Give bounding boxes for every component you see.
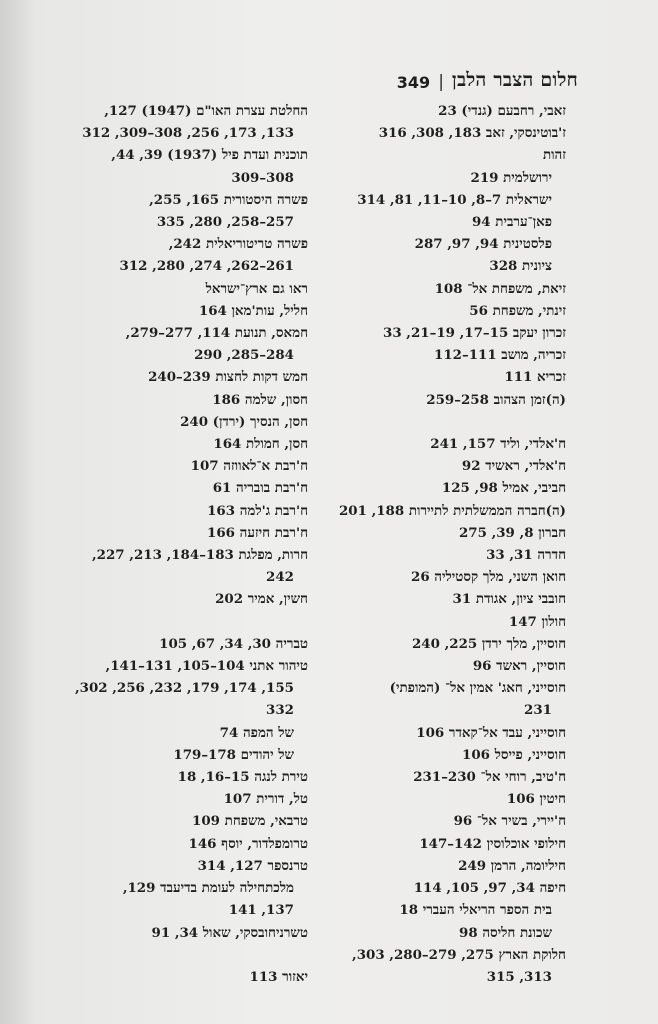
- index-entry: ירושלמית 219: [470, 169, 552, 186]
- index-columns: [74, 100, 566, 988]
- index-entry: 133, 173, 256, 308–309, 312: [82, 125, 294, 142]
- page-header: [95, 66, 578, 92]
- index-entry: חיטין 106: [506, 791, 566, 808]
- index-entry: מלכתחילה לעומת בדיעבד 129,: [122, 880, 294, 897]
- index-entry: ח'אלדי, וליד 157, 241: [430, 436, 566, 453]
- index-entry: פשרה היסטורית 165, 255,: [149, 191, 308, 208]
- index-entry: 261–262, 274, 280, 312: [119, 258, 294, 275]
- index-entry: חדרה 31, 33: [486, 547, 566, 564]
- index-entry: 155, 174, 179, 232, 256, 302,: [74, 680, 294, 697]
- index-entry: חסון, שלמה 186: [212, 391, 308, 408]
- index-entry: זכרון יעקב 15–17, 19–21, 33: [383, 325, 566, 342]
- index-entry: ראו גם ארץ־ישראל: [205, 280, 308, 297]
- index-entry: בית הספר הריאלי העברי 18: [399, 902, 552, 919]
- index-entry: חולון 147: [508, 613, 566, 630]
- index-entry: פלסטינית 94, 97, 287: [414, 236, 552, 253]
- running-title: חלום הצבר הלבן: [451, 69, 578, 91]
- index-entry: טבריה 30, 34, 67, 105: [159, 635, 308, 652]
- index-entry: חוסייני, עבד אל־קאדר 106: [416, 724, 566, 741]
- index-entry: (ה)זמן הצהוב 258–259: [426, 391, 566, 408]
- index-entry: של יהודים 178–179: [173, 746, 294, 763]
- index-entry: חוסייני, פייסל 106: [462, 746, 566, 763]
- index-gap: [334, 411, 566, 433]
- index-column-right: [334, 100, 566, 988]
- index-entry: ז'בוטינסקי, זאב 183, 308, 316: [378, 125, 566, 142]
- index-entry: החלטת עצרת האו"ם (1947) 127,: [104, 103, 308, 119]
- header-separator: |: [438, 72, 444, 92]
- index-entry: זיאת, משפחת אל־ 108: [434, 280, 566, 297]
- index-gap: [75, 944, 308, 966]
- page-number: 349: [396, 73, 431, 92]
- index-entry: חוסיין, מלך ירדן 225, 240: [411, 635, 566, 652]
- index-entry: שכונת חליסה 98: [459, 924, 552, 941]
- index-entry: חרות, מפלגת 183–184, 213, 227,: [92, 547, 308, 564]
- index-entry: טרנספר 127, 314: [197, 857, 308, 874]
- index-entry: ציונית 328: [489, 258, 552, 275]
- index-entry: חלוקת הארץ 275, 279–280, 303,: [352, 946, 566, 963]
- index-entry: של המפה 74: [219, 724, 294, 741]
- index-entry: טרבאי, משפחת 109: [192, 813, 308, 830]
- spine-shadow: [0, 0, 36, 1024]
- index-entry: טשרניחובסקי, שאול 34, 91: [151, 924, 308, 941]
- index-entry: חובבי ציון, אגודת 31: [452, 591, 566, 608]
- index-entry: חסן, הנסיך (ירדן) 240: [180, 413, 308, 430]
- index-entry: 231: [524, 702, 552, 719]
- index-entry: פשרה טריטוריאלית 242,: [168, 236, 308, 253]
- index-entry: ח'רבת חיזעה 166: [207, 524, 308, 541]
- index-entry: טרומפלדור, יוסף 146: [188, 835, 308, 852]
- index-entry: טיהור אתני 104–105, 131–141,: [105, 658, 308, 675]
- index-gap: [75, 611, 308, 633]
- index-entry: חשין, אמיר 202: [215, 591, 308, 608]
- index-entry: חליל, עות'מאן 164: [198, 302, 308, 319]
- index-entry: 284–285, 290: [194, 347, 294, 364]
- index-entry: זינתי, משפחת 56: [469, 302, 566, 319]
- index-entry: ח'רבת ג'למה 163: [207, 502, 308, 519]
- index-entry: חוסייני, חאג' אמין אל־ (המופתי): [389, 680, 566, 697]
- index-entry: זכריא 111: [504, 369, 566, 386]
- index-entry: טל, דורית 107: [223, 791, 308, 808]
- index-entry: 332: [266, 702, 294, 719]
- index-entry: חילופי אוכלוסין 142–147: [419, 835, 566, 852]
- index-entry: טירת לנגה 15–16, 18: [177, 769, 308, 786]
- index-entry: חביבי, אמיל 98, 125: [441, 480, 566, 497]
- index-entry: ח'יירי, בשיר אל־ 96: [453, 813, 566, 830]
- index-entry: פאן־ערבית 94: [471, 214, 552, 231]
- index-entry: חמאס, תנועת 114, 277–279,: [125, 325, 308, 342]
- index-entry: 313, 315: [486, 968, 552, 985]
- index-entry: 308–309: [231, 169, 294, 186]
- index-entry: תוכנית ועדת פיל (1937) 39, 44,: [111, 147, 308, 164]
- index-entry: זכריה, מושב 111–112: [434, 347, 566, 364]
- index-entry: זהות: [542, 147, 566, 164]
- index-entry: חמש דקות לחצות 239–240: [148, 369, 308, 386]
- index-entry: 242: [266, 569, 294, 586]
- index-entry: 257–258, 280, 335: [156, 214, 294, 231]
- index-entry: חוסיין, ראשד 96: [472, 658, 566, 675]
- index-entry: ח'רבת א־לאווזה 107: [190, 458, 308, 475]
- index-entry: חיליומה, הרמן 249: [458, 857, 566, 874]
- index-entry: חיפה 34, 97, 105, 114: [413, 880, 566, 897]
- index-entry: חברון 8, 39, 275: [458, 524, 566, 541]
- index-entry: ח'רבת בובריה 61: [212, 480, 308, 497]
- index-entry: ישראלית 7–8, 10–11, 81, 314: [357, 191, 552, 208]
- index-entry: 137, 141: [228, 902, 294, 919]
- index-entry: חסן, חמולת 164: [213, 436, 308, 453]
- index-column-left: [75, 100, 308, 988]
- index-entry: ח'אלדי, ראשיד 92: [461, 458, 566, 475]
- index-entry: יאזור 113: [249, 968, 308, 985]
- index-entry: ח'טיב, רוחי אל־ 230–231: [413, 769, 566, 786]
- index-entry: זאבי, רחבעם (גנדי) 23: [438, 103, 566, 119]
- index-entry: (ה)חברה הממשלתית לתיירות 188, 201: [338, 502, 566, 519]
- index-entry: חואן השני, מלך קסטיליה 26: [411, 569, 566, 586]
